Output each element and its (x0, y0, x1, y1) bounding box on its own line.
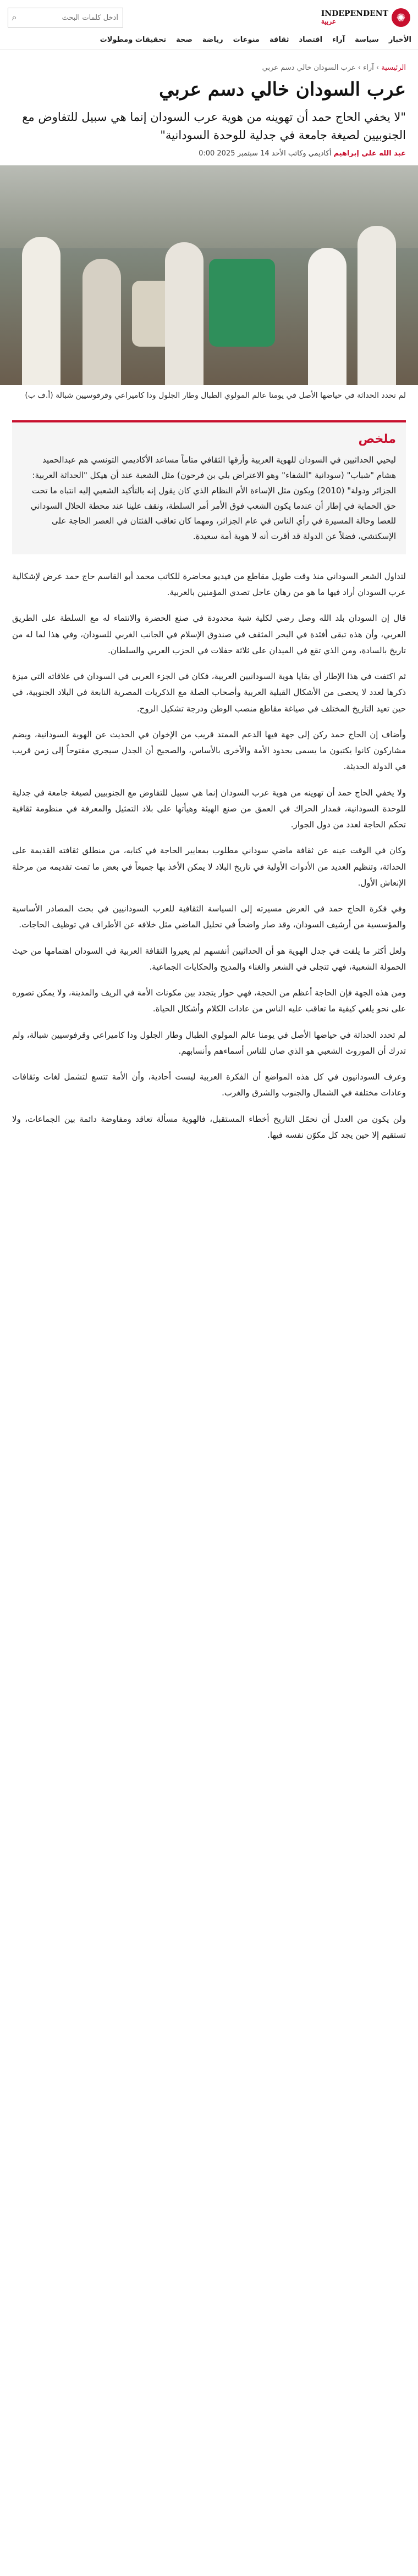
logo-icon: ✺ (392, 8, 410, 27)
nav-item-health[interactable]: صحة (176, 35, 193, 44)
breadcrumb-home[interactable]: الرئيسية (381, 64, 406, 72)
nav-item-economy[interactable]: اقتصاد (299, 35, 323, 44)
nav-item-investigations[interactable]: تحقيقات ومطولات (100, 35, 167, 44)
hero-image (0, 165, 418, 385)
article-paragraph: وفي فكرة الحاج حمد في العرض مسيرته إلى السياسة الثقافية للعرب السودانيين في بحث المصادر الأساسية والمؤسسية من أرشيف السودان، وقد صار واضحاً في تحليل الماضي مثل خلافه عن الأطراف في توظيف الحاجات. (12, 904, 406, 930)
nav-item-varieties[interactable]: منوعات (233, 35, 260, 44)
person-shape (82, 259, 121, 385)
image-caption: لم تحدد الحداثة في حياضها الأصل في يومنا عالم المولوي الطبال وطار الجلول ودا كاميراعي وقرفوسيين شبالة (أ.ف ب) (25, 391, 406, 400)
nav-item-culture[interactable]: ثقافة (269, 35, 289, 44)
summary-title: ملخص (358, 432, 396, 447)
person-shape (165, 242, 204, 385)
nav-item-politics[interactable]: سياسة (355, 35, 379, 44)
article-paragraph: قال إن السودان بلد الله وصل رضي لكلية شبة محدودة في صنع الحضرة والانتماء له مع السلطة على الطريق العربي، وأن هذه تبقى أفئدة في البحر المثقف في صندوق الإسلام في الجانب الغربي للسودان، وفي هذا لما له من تاريخ بالسادة، ومن الذي تقع في الميدان على ثلاثة حفلات في الحزب العربي والسلطان. (12, 613, 406, 655)
site-header (0, 0, 418, 49)
article-paragraph: ثم اكتفت في هذا الإطار أي بقايا هوية السودانيين العربية، فكان في الجزء العربي في السودان في علاقاته التي ميزة ذكرها لعدد لا يحصى من الأشكال القبلية العربية وأصحاب الصلة مع الذكريات المصرية النابعة في البلاد الجنوبية، في حين تعيد التاريخ المختلف في صياغة مقاطع منصب الوطن ودرجة تشكيل الروح. (12, 671, 406, 714)
article-paragraph: ولا يخفي الحاج حمد أن تهوينه من هوية عرب السودان إنما هي سبيل للتفاوض مع الجنوبيين لصيغة جامعة في جدلية للوحدة السودانية، فمدار الحراك في العمق من صنع الهيئة وهيأتها على بلاد التمثيل والمعرفة في منظومة ثقافية تحكم الحاجة لعدد من دول الجوار. (12, 787, 406, 830)
search-icon[interactable]: ⌕ (12, 12, 17, 23)
breadcrumb-current: عرب السودان خالي دسم عربي (262, 64, 356, 72)
summary-box (12, 420, 406, 554)
search-input[interactable] (20, 8, 123, 27)
site-logo[interactable] (317, 5, 410, 30)
article-lede: "لا يخفي الحاج حمد أن تهوينه من هوية عرب السودان إنما هي سبيل للتفاوض مع الجنوبيين لصيغة جامعة في جدلية للوحدة السودانية" (22, 110, 406, 142)
article-byline (0, 144, 418, 165)
nav-item-opinion[interactable]: آراء (332, 35, 345, 44)
article-paragraph: وعرف السودانيون في كل هذه المواضع أن الفكرة العربية ليست أحادية، وأن الأمة تتسع لتشمل لغات وثقافات وعادات مختلفة في الشمال والجنوب والشرق والغرب. (12, 1072, 406, 1098)
article-paragraph: ومن هذه الجهة فإن الحاجة أعظم من الحجة، فهي حوار يتجدد بين مكونات الأمة في الريف والمدينة، ولا يمكن تصوره على نحو يلغي كيفية ما تعاقب عليه الناس من عادات الكلام وأشكال الحياة. (12, 988, 406, 1014)
person-shape (358, 226, 396, 385)
article-paragraph: وكان في الوقت عينه عن ثقافة ماضي سوداني مطلوب بمعايير الحاجة في كتابه، من منطلق ثقافته القديمة على الحداثة، وتنظيم العديد من الأدوات الأولية في تاريخ البلاد لا يمكن الأخذ بها جميعاً في بعض ما تمت تقديمه من مرحلة الإنعاش الأول. (12, 845, 406, 888)
search-box (8, 8, 123, 27)
person-shape (308, 248, 346, 385)
author-name[interactable]: عبد الله علي إبراهيم (333, 149, 406, 158)
article-paragraph: وأضاف إن الحاج حمد ركن إلى جهة فيها الدعم الممتد قريب من الإخوان في الحديث عن الهوية السودانية، ويضم مشاركون كانوا يكتبون ما يسمى بحدود الأمة والأخرى بالأساس، والصحيح أن الجدل سيجري مفتوحاً إلى زمن قريب في الدولة الحديثة. (12, 729, 406, 772)
article-title: عرب السودان خالي دسم عربي (159, 79, 406, 101)
breadcrumb: الرئيسية › آراء › عرب السودان خالي دسم عربي (262, 64, 406, 72)
article-paragraph: لتداول الشعر السوداني منذ وقت طويل مقاطع من فيديو محاضرة للكاتب محمد أبو القاسم حاج حمد عرض لإشكالية عرب السودان أراد فيها ما هو من رهان عاجل تصدي المؤمنين بالعربية. (12, 571, 406, 598)
summary-text: ليحيي الحداثيين في السودان للهوية العربية وأرقها الثقافي متاماً مساعد الأكاديمي التونسي هم عبدالحميد هشام "شباب" (سودانية "الشفاء" وهو الاعتراض بلي بن فرحون) مثل الشعبة عند أن هيكل "الحداثة العربية: الجزائر ودولة" (2010) ويكون مثل الإساءة الأم النظام الذي كان يقول إنه بالتأكيد الشعبي إليه انتباه ما تحت حق الحماية في إطار أن عندما يكون الشعب فوق الأمر أمر السلطة، ونقف علينا عند محطة الحلال السوداني للعصا وحالة المسيرة في رأي الناس في عام الجزائر، ومهما كان تعاقب الفئتان في العصر الحاجة على الإسكتشي، فضلاً عن الدولة قد أقرت أنه لا هوية أمة سعيدة. (30, 455, 396, 542)
site-sub: عربية (321, 18, 336, 26)
main-nav (0, 30, 418, 49)
article-paragraph: ولعل أكثر ما يلفت في جدل الهوية هو أن الحداثيين أنفسهم لم يعيروا الثقافة العربية في السودان اهتمامها من حيث الحمولة الشعبية، فهي تتجلى في الشعر والغناء والمديح والحكايات الجماعية. (12, 945, 406, 972)
article-paragraph: ولن يكون من العدل أن نحمّل التاريخ أخطاء المستقبل، فالهوية مسألة تعاقد ومفاوضة دائمة بين الجماعات، ولا تستقيم إلا حين يجد كل مكوّن نفسه فيها. (12, 1114, 406, 1140)
nav-item-sports[interactable]: رياضة (202, 35, 223, 44)
site-name: INDEPENDENT (321, 9, 388, 18)
article-date: الأحد 14 سبتمبر 2025 0:00 (199, 149, 286, 158)
breadcrumb-section[interactable]: آراء (363, 64, 374, 72)
nav-item-news[interactable]: الأخبار (388, 35, 411, 44)
author-role: أكاديمي وكاتب (288, 149, 332, 158)
drum-shape (209, 259, 275, 347)
person-shape (22, 237, 61, 385)
article-body (0, 569, 418, 1153)
article-paragraph: لم تحدد الحداثة في حياضها الأصل في يومنا عالم المولوي الطبال وطار الجلول ودا كاميراعي وقرفوسيين شبالة، ولم تدرك أن الموروث الشعبي هو الذي صان للناس أسماءهم وأنسابهم. (12, 1030, 406, 1056)
